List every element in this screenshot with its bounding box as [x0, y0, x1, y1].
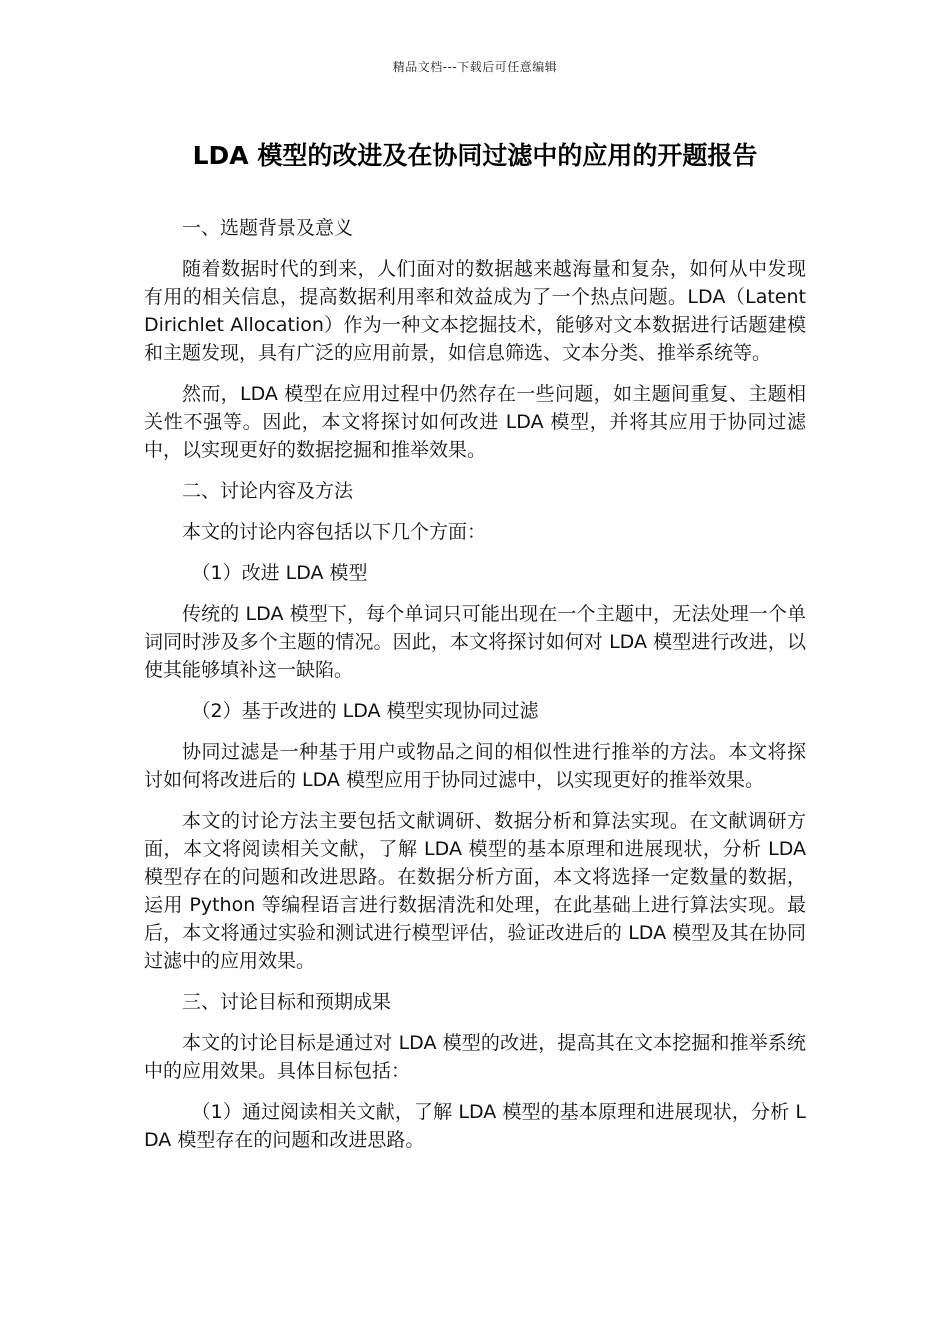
paragraph-improve-lda: 传统的 LDA 模型下，每个单词只可能出现在一个主题中，无法处理一个单词同时涉及多个主题的情况。因此，本文将探讨如何对 LDA 模型进行改进，以使其能够填补这一缺陷。 — [144, 603, 806, 681]
document-body — [144, 214, 806, 1167]
paragraph-methods: 本文的讨论方法主要包括文献调研、数据分析和算法实现。在文献调研方面，本文将阅读相关文献，了解 LDA 模型的基本原理和进展现状，分析 LDA 模型存在的问题和改进思路。在数据分析方面，本文将选择一定数量的数据，运用 Python 等编程语言进行数据清洗和处理，在此基础上进行算法实现。最后，本文将通过实验和测试进行模型评估，验证改进后的 LDA 模型及其在协同过滤中的应用效果。 — [144, 810, 806, 972]
paragraph-goal-1: （1）通过阅读相关文献，了解 LDA 模型的基本原理和进展现状，分析 LDA 模型存在的问题和改进思路。 — [144, 1101, 806, 1151]
paragraph-background-2: 然而，LDA 模型在应用过程中仍然存在一些问题，如主题间重复、主题相关性不强等。因此，本文将探讨如何改进 LDA 模型，并将其应用于协同过滤中，以实现更好的数据挖掘和推举效果。 — [144, 383, 806, 461]
subheading-collaborative-filtering: （2）基于改进的 LDA 模型实现协同过滤 — [191, 700, 539, 722]
paragraph-collaborative-filtering: 协同过滤是一种基于用户或物品之间的相似性进行推举的方法。本文将探讨如何将改进后的 LDA 模型应用于协同过滤中，以实现更好的推举效果。 — [144, 741, 806, 791]
subheading-improve-lda: （1）改进 LDA 模型 — [191, 562, 368, 584]
section-heading-background: 一、选题背景及意义 — [182, 217, 354, 239]
document-title: LDA 模型的改进及在协同过滤中的应用的开题报告 — [192, 141, 758, 170]
header-note: 精品文档---下载后可任意编辑 — [392, 60, 558, 74]
paragraph-content-intro: 本文的讨论内容包括以下几个方面： — [182, 521, 487, 543]
paragraph-goals-intro: 本文的讨论目标是通过对 LDA 模型的改进，提高其在文本挖掘和推举系统中的应用效果。具体目标包括： — [144, 1032, 806, 1082]
section-heading-content: 二、讨论内容及方法 — [182, 480, 354, 502]
section-heading-goals: 三、讨论目标和预期成果 — [182, 991, 392, 1013]
paragraph-background-1: 随着数据时代的到来，人们面对的数据越来越海量和复杂，如何从中发现有用的相关信息，提高数据利用率和效益成为了一个热点问题。LDA（Latent Dirichlet Allocation）作为一种文本挖掘技术，能够对文本数据进行话题建模和主题发现，具有广泛的应用前景，如信息筛选、文本分类、推举系统等。 — [144, 258, 806, 364]
